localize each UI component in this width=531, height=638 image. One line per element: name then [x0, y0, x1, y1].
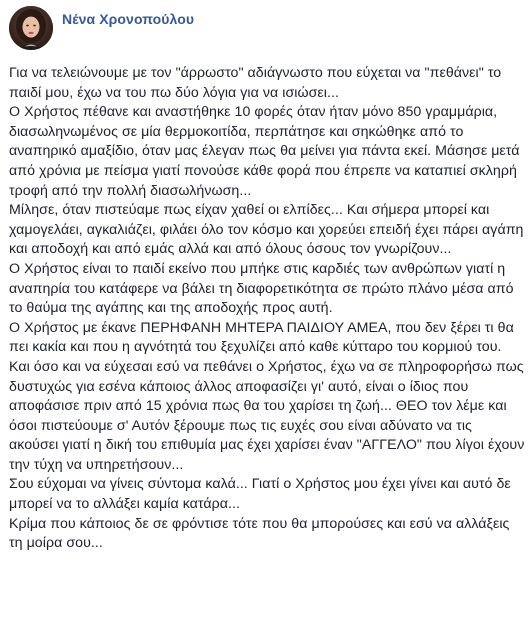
- post-text: [9, 64, 525, 554]
- post-paragraph: Και όσο και να εύχεσαι εσύ να πεθάνει ο Χρήστος, έχω να σε πληροφορήσω πως δυστυχώς για εσένα κάποιος άλλος αποφασίζει γι' αυτό, είναι ο ίδιος που αποφάσισε πριν από 15 χρόνια πως θα του χαρίσει τη ζωή... ΘΕΟ τον λέμε και όσοι πιστεύουμε σ' Αυτόν ξέρουμε πως τις ευχές σου είναι αδύνατο να τις ακούσει γιατί η δική του επιθυμία μας έχει χαρίσει έναν "ΑΓΓΕΛΟ" που λίγοι έχουν την τύχη να υπηρετήσουν...: [9, 358, 525, 473]
- profile-photo-icon: [9, 6, 53, 50]
- post-paragraph: Ο Χρήστος με έκανε ΠΕΡΗΦΑΝΗ ΜΗΤΕΡΑ ΠΑΙΔΙΟΥ ΑΜΕΑ, που δεν ξέρει τι θα πει κακία και που η αγνότητά του ξεχυλίζει από καθε κύτταρο του κορμιού του.: [9, 319, 514, 356]
- post-paragraph: Ο Χρήστος είναι το παιδί εκείνο που μπήκε στις καρδιές των ανθρώπων γιατί η αναπηρία του κατάφερε να βάλει τη διαφορετικότητα σε πρώτο πλάνο μέσα από το θαύμα της αγάπης και της αποδοχής προς αυτή.: [9, 260, 514, 317]
- post-paragraph: Κρίμα που κάποιος δε σε φρόντισε τότε που θα μπορούσες και εσύ να αλλάξεις τη μοίρα σου...: [9, 515, 510, 552]
- post-paragraph: Μίλησε, όταν πιστεύαμε πως είχαν χαθεί οι ελπίδες... Και σήμερα μπορεί και χαμογελάει, αγκαλιάζει, φιλάει όλο τον κόσμο και χορεύει επειδή έχει πάρει αγάπη και αποδοχή και από εμάς αλλά και από όλους όσους τον γνωρίζουν...: [9, 202, 524, 258]
- post-paragraph: Σου εύχομαι να γίνεις σύντομα καλά... Γιατί ο Χρήστος μου έχει γίνει και αυτό δε μπορεί να το αλλάξει καμία κατάρα...: [9, 476, 511, 513]
- author-avatar[interactable]: [9, 6, 53, 50]
- post-paragraph: Για να τελειώνουμε με τον "άρρωστο" αδιάγνωστο που εύχεται να "πεθάνει" το παιδί μου, έχω να του πω δύο λόγια για να ισιώσει...: [9, 65, 502, 101]
- author-name-link[interactable]: Νένα Χρονοπούλου: [62, 11, 195, 27]
- post-paragraph: Ο Χρήστος πέθανε και αναστήθηκε 10 φορές όταν ήταν μόνο 850 γραμμάρια, διασωληνωμένος σε μία θερμοκοιτίδα, περπάτησε και σηκώθηκε από το αναπηρικό αμαξίδιο, όταν μας έλεγαν πως θα μείνει για πάντα εκεί. Μάσησε μετά από χρόνια με πείσμα γιατί πονούσε κάθε φορά που έπρεπε να καταπιεί σκληρή τροφή από την πολλή διασωλήνωση...: [9, 104, 520, 199]
- post-header: [0, 0, 531, 60]
